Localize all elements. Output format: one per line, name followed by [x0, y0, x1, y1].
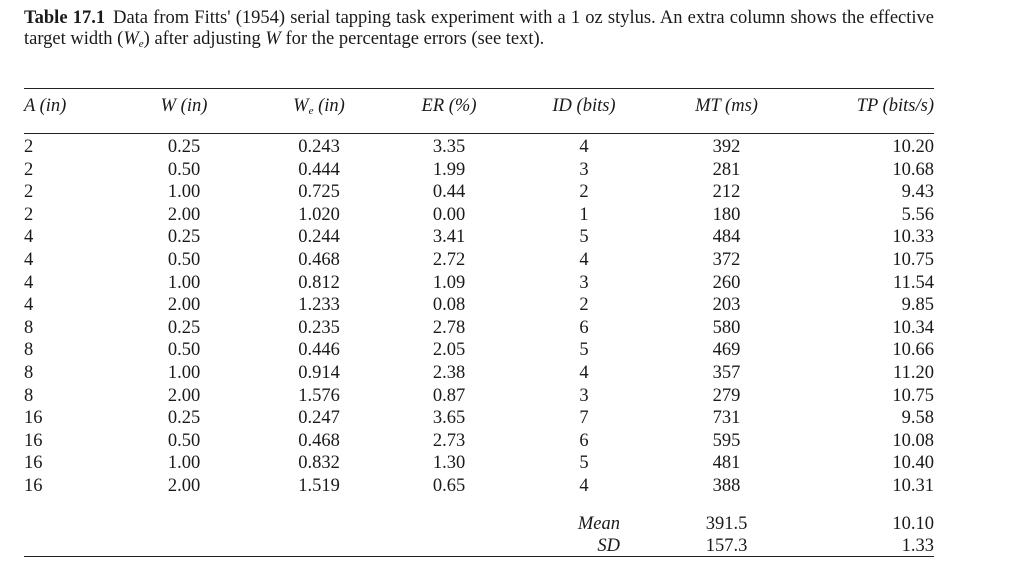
cell-er: 1.30	[432, 453, 466, 474]
cell-mt: 203	[712, 295, 741, 316]
cell-w: 1.00	[167, 272, 201, 293]
cell-mt: 469	[712, 340, 741, 361]
cell-a: 4	[24, 295, 34, 316]
cell-w: 0.25	[167, 317, 201, 338]
table-row	[24, 204, 934, 227]
top-rule	[24, 88, 934, 89]
cell-a: 2	[24, 137, 34, 157]
cell-mt: 484	[712, 227, 741, 248]
cell-we: 0.244	[298, 227, 340, 248]
cell-w: 0.50	[167, 340, 201, 361]
cell-tp: 10.75	[892, 249, 934, 270]
cell-er: 1.09	[432, 272, 466, 293]
cell-we: 0.243	[298, 137, 340, 157]
cell-a: 2	[24, 204, 34, 225]
summary-table	[24, 513, 934, 557]
cell-w: 2.00	[167, 204, 201, 225]
cell-tp: 10.66	[892, 340, 934, 361]
cell-w: 2.00	[167, 295, 201, 316]
cell-er: 2.38	[432, 362, 466, 383]
cell-tp: 11.20	[893, 362, 934, 383]
cell-tp: 10.68	[892, 159, 934, 180]
cell-w: 2.00	[167, 385, 201, 406]
mean-tp-value: 10.10	[892, 514, 934, 534]
cell-w: 1.00	[167, 453, 201, 474]
cell-tp: 10.33	[892, 227, 934, 248]
cell-id: 5	[579, 340, 589, 361]
bottom-rule	[24, 556, 934, 557]
cell-er: 2.05	[432, 340, 466, 361]
cell-w: 0.25	[167, 227, 201, 248]
cell-id: 3	[579, 385, 589, 406]
cell-a: 8	[24, 340, 34, 361]
cell-we: 0.832	[298, 453, 340, 474]
cell-w: 0.50	[167, 430, 201, 451]
cell-mt: 279	[712, 385, 741, 406]
cell-mt: 212	[712, 182, 741, 203]
cell-we: 0.468	[298, 249, 340, 270]
cell-mt: 595	[712, 430, 741, 451]
cell-we: 0.444	[298, 159, 340, 180]
cell-id: 5	[579, 453, 589, 474]
cell-we: 1.519	[298, 475, 340, 496]
cell-a: 16	[24, 475, 43, 496]
cell-mt: 281	[712, 159, 741, 180]
cell-id: 1	[579, 204, 589, 225]
cell-w: 2.00	[167, 475, 201, 496]
cell-a: 2	[24, 159, 34, 180]
header-we	[254, 96, 384, 126]
cell-we: 1.233	[298, 295, 340, 316]
cell-mt: 372	[712, 249, 741, 270]
table-row	[24, 339, 934, 362]
cell-er: 0.00	[432, 204, 466, 225]
cell-er: 0.08	[432, 295, 466, 316]
cell-we: 0.247	[298, 408, 340, 429]
cell-mt: 481	[712, 453, 741, 474]
cell-er: 2.73	[432, 430, 466, 451]
table-row	[24, 272, 934, 295]
mean-mt-value: 391.5	[705, 514, 748, 534]
cell-a: 16	[24, 430, 43, 451]
table-caption	[24, 8, 934, 50]
cell-w: 0.50	[167, 249, 201, 270]
caption-text-middle: ) after adjusting	[143, 29, 266, 49]
cell-er: 2.78	[432, 317, 466, 338]
table-row	[24, 317, 934, 340]
cell-er: 2.72	[432, 249, 466, 270]
header-tp: TP (bits/s)	[856, 96, 934, 116]
cell-a: 4	[24, 227, 34, 248]
table-row	[24, 475, 934, 498]
header-w: W (in)	[160, 96, 208, 116]
cell-tp: 10.31	[892, 475, 934, 496]
header-row	[24, 96, 934, 126]
cell-we: 0.446	[298, 340, 340, 361]
cell-we: 0.468	[298, 430, 340, 451]
cell-w: 0.50	[167, 159, 201, 180]
cell-w: 0.25	[167, 137, 201, 157]
cell-tp: 10.34	[892, 317, 934, 338]
cell-mt: 180	[712, 204, 741, 225]
sd-mt-value: 157.3	[705, 536, 748, 556]
cell-er: 0.87	[432, 385, 466, 406]
mean-row	[24, 513, 934, 535]
cell-mt: 357	[712, 362, 741, 383]
cell-tp: 9.85	[901, 295, 934, 316]
cell-id: 6	[579, 430, 589, 451]
cell-tp: 9.43	[901, 182, 934, 203]
cell-mt: 388	[712, 475, 741, 496]
cell-a: 4	[24, 272, 34, 293]
header-id: ID (bits)	[552, 96, 616, 116]
cell-er: 1.99	[432, 159, 466, 180]
mean-label: Mean	[577, 514, 620, 534]
header-er: ER (%)	[421, 96, 477, 116]
cell-tp: 10.08	[892, 430, 934, 451]
cell-id: 4	[579, 362, 589, 383]
header-mt: MT (ms)	[695, 96, 758, 116]
table-row	[24, 430, 934, 453]
cell-tp: 10.20	[892, 137, 934, 157]
header-we-main: W	[293, 96, 309, 116]
table-row	[24, 226, 934, 249]
table-row	[24, 452, 934, 475]
table-row	[24, 362, 934, 385]
header-we-subscript: e	[308, 105, 314, 117]
sd-row	[24, 535, 934, 557]
cell-id: 7	[579, 408, 589, 429]
header-a: A (in)	[24, 96, 67, 116]
cell-tp: 10.75	[892, 385, 934, 406]
cell-a: 4	[24, 249, 34, 270]
cell-id: 5	[579, 227, 589, 248]
table-row	[24, 249, 934, 272]
cell-we: 0.725	[298, 182, 340, 203]
cell-tp: 5.56	[901, 204, 934, 225]
table-row	[24, 385, 934, 408]
cell-a: 8	[24, 362, 34, 383]
cell-we: 0.914	[298, 362, 340, 383]
caption-text-before: Data from Fitts' (1954) serial tapping task experiment with a 1 oz stylus. An extra column shows the effective target width (	[24, 8, 935, 49]
table-row	[24, 294, 934, 317]
header-we-unit: (in)	[313, 96, 345, 116]
cell-er: 3.65	[432, 408, 466, 429]
cell-w: 1.00	[167, 362, 201, 383]
caption-w-symbol: W	[265, 29, 281, 49]
table-row	[24, 181, 934, 204]
cell-we: 0.812	[298, 272, 340, 293]
cell-id: 4	[579, 475, 589, 496]
table-body	[24, 126, 934, 498]
cell-mt: 731	[712, 408, 741, 429]
table-row	[24, 159, 934, 182]
cell-id: 3	[579, 159, 589, 180]
cell-a: 8	[24, 317, 34, 338]
cell-id: 3	[579, 272, 589, 293]
cell-we: 1.020	[298, 204, 340, 225]
cell-id: 2	[579, 295, 589, 316]
table-row	[24, 126, 934, 159]
cell-tp: 11.54	[893, 272, 934, 293]
cell-we: 0.235	[298, 317, 340, 338]
cell-id: 6	[579, 317, 589, 338]
cell-a: 8	[24, 385, 34, 406]
cell-w: 0.25	[167, 408, 201, 429]
cell-id: 2	[579, 182, 589, 203]
data-table	[24, 96, 934, 498]
cell-a: 2	[24, 182, 34, 203]
cell-mt: 260	[712, 272, 741, 293]
caption-we-symbol: W	[123, 29, 139, 49]
sd-tp-value: 1.33	[901, 536, 934, 556]
caption-we-subscript: e	[138, 38, 144, 50]
sd-label: SD	[597, 536, 620, 556]
cell-er: 0.44	[432, 182, 466, 203]
table-row	[24, 407, 934, 430]
cell-w: 1.00	[167, 182, 201, 203]
cell-we: 1.576	[298, 385, 340, 406]
caption-text-after: for the percentage errors (see text).	[280, 29, 545, 49]
table-page	[24, 8, 935, 556]
cell-tp: 9.58	[901, 408, 934, 429]
cell-a: 16	[24, 453, 43, 474]
cell-tp: 10.40	[892, 453, 934, 474]
cell-er: 3.35	[432, 137, 466, 157]
cell-id: 4	[579, 249, 589, 270]
cell-id: 4	[579, 137, 589, 157]
table-number: Table 17.1	[24, 8, 106, 28]
cell-mt: 392	[712, 137, 741, 157]
cell-a: 16	[24, 408, 43, 429]
cell-er: 0.65	[432, 475, 466, 496]
cell-mt: 580	[712, 317, 741, 338]
cell-er: 3.41	[432, 227, 466, 248]
